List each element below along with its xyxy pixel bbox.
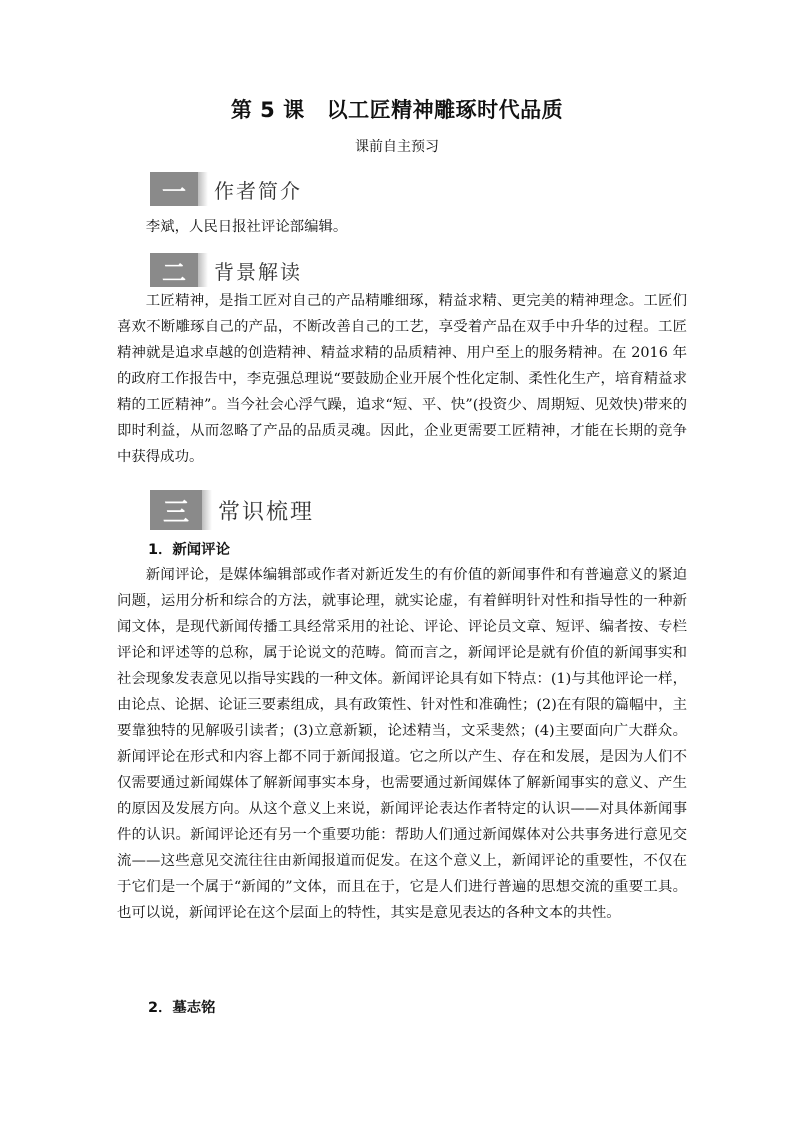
- lesson-name: 以工匠精神雕琢时代品质: [326, 98, 564, 122]
- subheading-news-commentary: 1．新闻评论: [148, 542, 230, 558]
- lesson-number: 第 5 课: [230, 98, 305, 122]
- section-title: 常识梳理: [218, 499, 315, 525]
- subheading-epitaph: 2．墓志铭: [148, 1000, 216, 1016]
- author-paragraph: 李斌，人民日报社评论部编辑。: [145, 219, 348, 235]
- section-header-knowledge: [150, 490, 314, 530]
- section-header-background: [150, 253, 302, 287]
- section-title: 作者简介: [214, 178, 302, 203]
- section-title: 背景解读: [214, 259, 302, 284]
- section-header-author: [150, 172, 302, 206]
- section-number-badge: 二: [150, 253, 198, 287]
- section-number-badge: 一: [150, 172, 198, 206]
- page-subtitle: 课前自主预习: [355, 139, 439, 155]
- lesson-title: [0, 94, 794, 124]
- author-section-body: [117, 214, 687, 240]
- knowledge-section-body: [117, 562, 687, 926]
- background-paragraph: 工匠精神，是指工匠对自己的产品精雕细琢，精益求精、更完美的精神理念。工匠们喜欢不断雕琢自己的产品，不断改善自己的工艺，享受着产品在双手中升华的过程。工匠精神就是追求卓越的创造精神、精益求精的品质精神、用户至上的服务精神。在 2016 年的政府工作报告中，李克强总理说“要鼓励企业开展个性化定制、柔性化生产，培育精益求精的工匠精神”。当今社会心浮气躁，追求“短、平、快”(投资少、周期短、见效快)带来的即时利益，从而忽略了产品的品质灵魂。因此，企业更需要工匠精神，才能在长期的竞争中获得成功。: [117, 293, 687, 465]
- background-section-body: [117, 288, 687, 470]
- news-commentary-paragraph: 新闻评论，是媒体编辑部或作者对新近发生的有价值的新闻事件和有普遍意义的紧迫问题，运用分析和综合的方法，就事论理，就实论虚，有着鲜明针对性和指导性的一种新闻文体，是现代新闻传播工具经常采用的社论、评论、评论员文章、短评、编者按、专栏评论和评述等的总称，属于论说文的范畴。简而言之，新闻评论是就有价值的新闻事实和社会现象发表意见以指导实践的一种文体。新闻评论具有如下特点：(1)与其他评论一样，由论点、论据、论证三要素组成，具有政策性、针对性和准确性；(2)在有限的篇幅中，主要靠独特的见解吸引读者；(3)立意新颖，论述精当，文采斐然；(4)主要面向广大群众。新闻评论在形式和内容上都不同于新闻报道。它之所以产生、存在和发展，是因为人们不仅需要通过新闻媒体了解新闻事实本身，也需要通过新闻媒体了解新闻事实的意义、产生的原因及发展方向。从这个意义上来说，新闻评论表达作者特定的认识——对具体新闻事件的认识。新闻评论还有另一个重要功能：帮助人们通过新闻媒体对公共事务进行意见交流——这些意见交流往往由新闻报道而促发。在这个意义上，新闻评论的重要性，不仅在于它们是一个属于“新闻的”文体，而且在于，它是人们进行普遍的思想交流的重要工具。也可以说，新闻评论在这个层面上的特性，其实是意见表达的各种文本的共性。: [117, 567, 687, 921]
- section-number-badge: 三: [150, 490, 202, 530]
